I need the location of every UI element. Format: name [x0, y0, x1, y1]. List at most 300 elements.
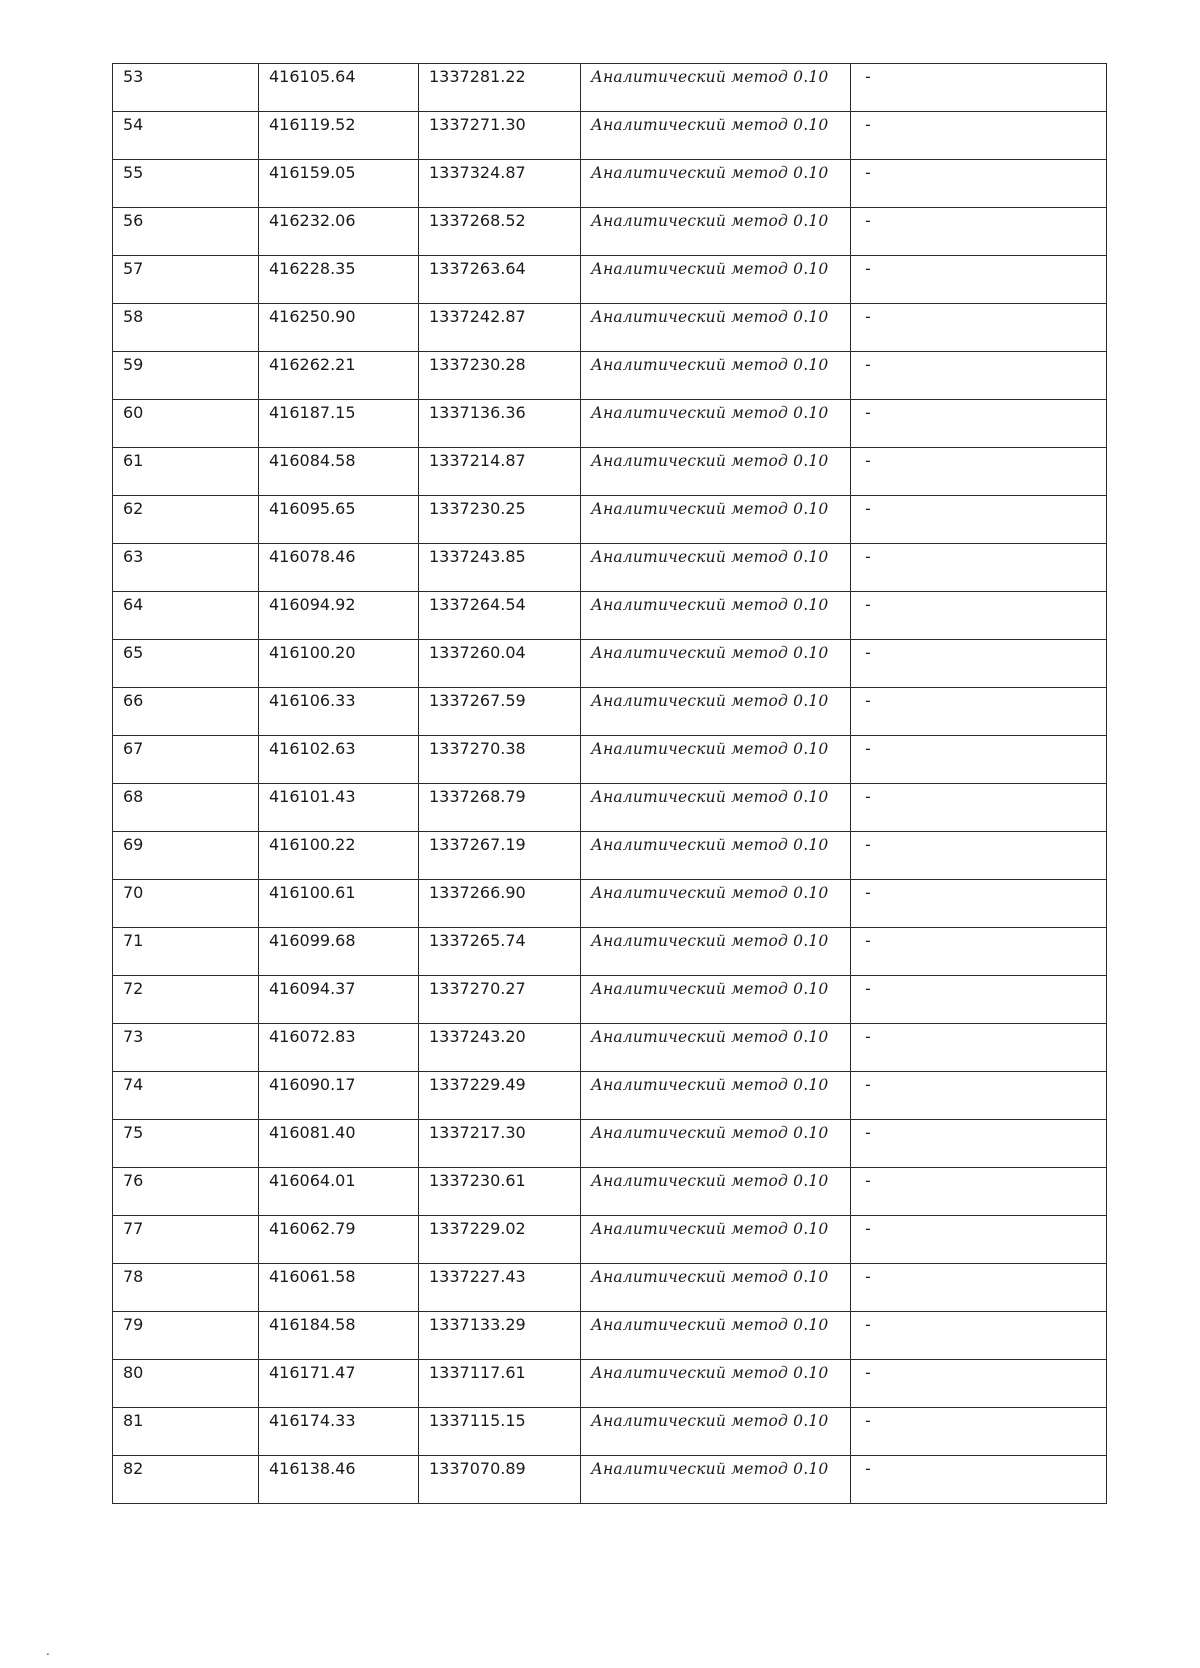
method-text: Аналитический метод 0.10 [591, 404, 829, 422]
y-coordinate-cell [419, 1360, 581, 1408]
y-coordinate-text: 1337070.89 [429, 1459, 526, 1478]
y-coordinate-text: 1337267.19 [429, 835, 526, 854]
point-number-cell [113, 880, 259, 928]
extra-text: - [865, 451, 871, 470]
table-row [113, 352, 1107, 400]
method-cell [581, 1360, 851, 1408]
y-coordinate-cell [419, 976, 581, 1024]
method-text: Аналитический метод 0.10 [591, 1028, 829, 1046]
method-text: Аналитический метод 0.10 [591, 836, 829, 854]
extra-text: - [865, 979, 871, 998]
method-cell [581, 448, 851, 496]
y-coordinate-cell [419, 112, 581, 160]
point-number-text: 59 [123, 355, 144, 374]
x-coordinate-cell [259, 64, 419, 112]
y-coordinate-text: 1337230.25 [429, 499, 526, 518]
y-coordinate-text: 1337264.54 [429, 595, 526, 614]
extra-text: - [865, 259, 871, 278]
x-coordinate-text: 416105.64 [269, 67, 356, 86]
extra-text: - [865, 787, 871, 806]
method-text: Аналитический метод 0.10 [591, 1460, 829, 1478]
extra-cell [851, 1072, 1107, 1120]
extra-text: - [865, 739, 871, 758]
table-row [113, 1168, 1107, 1216]
x-coordinate-text: 416084.58 [269, 451, 356, 470]
point-number-text: 64 [123, 595, 144, 614]
method-cell [581, 736, 851, 784]
y-coordinate-text: 1337242.87 [429, 307, 526, 326]
method-text: Аналитический метод 0.10 [591, 788, 829, 806]
table-row [113, 208, 1107, 256]
method-cell [581, 1408, 851, 1456]
point-number-cell [113, 112, 259, 160]
point-number-text: 56 [123, 211, 144, 230]
table-row [113, 832, 1107, 880]
table-row [113, 592, 1107, 640]
method-text: Аналитический метод 0.10 [591, 452, 829, 470]
point-number-text: 79 [123, 1315, 144, 1334]
x-coordinate-cell [259, 736, 419, 784]
extra-text: - [865, 403, 871, 422]
point-number-cell [113, 688, 259, 736]
method-cell [581, 1072, 851, 1120]
coordinates-table-body [113, 64, 1107, 1504]
extra-text: - [865, 835, 871, 854]
y-coordinate-cell [419, 160, 581, 208]
method-cell [581, 496, 851, 544]
extra-cell [851, 400, 1107, 448]
x-coordinate-text: 416262.21 [269, 355, 356, 374]
x-coordinate-cell [259, 1408, 419, 1456]
x-coordinate-cell [259, 256, 419, 304]
method-cell [581, 1168, 851, 1216]
point-number-text: 58 [123, 307, 144, 326]
extra-cell [851, 976, 1107, 1024]
x-coordinate-cell [259, 496, 419, 544]
method-text: Аналитический метод 0.10 [591, 1268, 829, 1286]
method-cell [581, 880, 851, 928]
table-row [113, 880, 1107, 928]
x-coordinate-text: 416101.43 [269, 787, 356, 806]
x-coordinate-text: 416062.79 [269, 1219, 356, 1238]
method-cell [581, 1216, 851, 1264]
table-row [113, 448, 1107, 496]
point-number-cell [113, 1120, 259, 1168]
y-coordinate-text: 1337270.38 [429, 739, 526, 758]
method-cell [581, 1312, 851, 1360]
x-coordinate-text: 416174.33 [269, 1411, 356, 1430]
extra-cell [851, 208, 1107, 256]
method-text: Аналитический метод 0.10 [591, 1172, 829, 1190]
y-coordinate-cell [419, 64, 581, 112]
method-cell [581, 208, 851, 256]
extra-text: - [865, 1027, 871, 1046]
table-row [113, 64, 1107, 112]
x-coordinate-text: 416102.63 [269, 739, 356, 758]
method-cell [581, 592, 851, 640]
method-cell [581, 640, 851, 688]
y-coordinate-text: 1337268.52 [429, 211, 526, 230]
point-number-cell [113, 1216, 259, 1264]
point-number-cell [113, 928, 259, 976]
y-coordinate-cell [419, 688, 581, 736]
extra-cell [851, 832, 1107, 880]
y-coordinate-text: 1337214.87 [429, 451, 526, 470]
y-coordinate-cell [419, 352, 581, 400]
table-row [113, 1456, 1107, 1504]
method-text: Аналитический метод 0.10 [591, 1412, 829, 1430]
y-coordinate-text: 1337267.59 [429, 691, 526, 710]
point-number-cell [113, 160, 259, 208]
x-coordinate-text: 416100.61 [269, 883, 356, 902]
method-cell [581, 1024, 851, 1072]
point-number-cell [113, 64, 259, 112]
extra-text: - [865, 1075, 871, 1094]
method-text: Аналитический метод 0.10 [591, 1076, 829, 1094]
y-coordinate-cell [419, 640, 581, 688]
y-coordinate-text: 1337217.30 [429, 1123, 526, 1142]
method-text: Аналитический метод 0.10 [591, 500, 829, 518]
x-coordinate-text: 416090.17 [269, 1075, 356, 1094]
extra-text: - [865, 547, 871, 566]
point-number-cell [113, 1264, 259, 1312]
extra-cell [851, 1456, 1107, 1504]
method-cell [581, 400, 851, 448]
method-text: Аналитический метод 0.10 [591, 980, 829, 998]
point-number-cell [113, 496, 259, 544]
x-coordinate-text: 416184.58 [269, 1315, 356, 1334]
extra-cell [851, 928, 1107, 976]
y-coordinate-cell [419, 736, 581, 784]
point-number-cell [113, 1360, 259, 1408]
x-coordinate-text: 416187.15 [269, 403, 356, 422]
y-coordinate-text: 1337117.61 [429, 1363, 526, 1382]
extra-text: - [865, 1363, 871, 1382]
x-coordinate-cell [259, 1360, 419, 1408]
method-text: Аналитический метод 0.10 [591, 596, 829, 614]
x-coordinate-cell [259, 928, 419, 976]
y-coordinate-cell [419, 1072, 581, 1120]
method-text: Аналитический метод 0.10 [591, 932, 829, 950]
point-number-text: 63 [123, 547, 144, 566]
table-row [113, 544, 1107, 592]
extra-cell [851, 496, 1107, 544]
method-cell [581, 832, 851, 880]
y-coordinate-cell [419, 784, 581, 832]
point-number-cell [113, 544, 259, 592]
method-text: Аналитический метод 0.10 [591, 644, 829, 662]
y-coordinate-cell [419, 1120, 581, 1168]
point-number-text: 73 [123, 1027, 144, 1046]
extra-text: - [865, 691, 871, 710]
y-coordinate-cell [419, 448, 581, 496]
x-coordinate-text: 416072.83 [269, 1027, 356, 1046]
x-coordinate-cell [259, 1072, 419, 1120]
method-cell [581, 64, 851, 112]
table-row [113, 1216, 1107, 1264]
extra-text: - [865, 1315, 871, 1334]
y-coordinate-cell [419, 1168, 581, 1216]
y-coordinate-cell [419, 1216, 581, 1264]
point-number-text: 74 [123, 1075, 144, 1094]
x-coordinate-text: 416095.65 [269, 499, 356, 518]
x-coordinate-text: 416106.33 [269, 691, 356, 710]
extra-cell [851, 352, 1107, 400]
extra-text: - [865, 1411, 871, 1430]
x-coordinate-cell [259, 160, 419, 208]
point-number-text: 76 [123, 1171, 144, 1190]
extra-cell [851, 1216, 1107, 1264]
point-number-cell [113, 592, 259, 640]
y-coordinate-text: 1337243.20 [429, 1027, 526, 1046]
point-number-text: 62 [123, 499, 144, 518]
table-row [113, 112, 1107, 160]
extra-text: - [865, 931, 871, 950]
point-number-text: 60 [123, 403, 144, 422]
y-coordinate-text: 1337229.49 [429, 1075, 526, 1094]
point-number-cell [113, 1072, 259, 1120]
x-coordinate-cell [259, 1456, 419, 1504]
y-coordinate-text: 1337265.74 [429, 931, 526, 950]
x-coordinate-text: 416081.40 [269, 1123, 356, 1142]
y-coordinate-text: 1337270.27 [429, 979, 526, 998]
method-cell [581, 928, 851, 976]
point-number-cell [113, 1024, 259, 1072]
point-number-text: 72 [123, 979, 144, 998]
method-cell [581, 304, 851, 352]
method-text: Аналитический метод 0.10 [591, 740, 829, 758]
method-cell [581, 1264, 851, 1312]
extra-cell [851, 640, 1107, 688]
method-cell [581, 1456, 851, 1504]
point-number-cell [113, 976, 259, 1024]
y-coordinate-cell [419, 256, 581, 304]
y-coordinate-cell [419, 304, 581, 352]
method-text: Аналитический метод 0.10 [591, 356, 829, 374]
y-coordinate-text: 1337136.36 [429, 403, 526, 422]
y-coordinate-cell [419, 592, 581, 640]
extra-cell [851, 64, 1107, 112]
extra-text: - [865, 883, 871, 902]
y-coordinate-text: 1337271.30 [429, 115, 526, 134]
extra-text: - [865, 643, 871, 662]
extra-cell [851, 784, 1107, 832]
x-coordinate-text: 416171.47 [269, 1363, 356, 1382]
extra-text: - [865, 163, 871, 182]
method-cell [581, 256, 851, 304]
x-coordinate-text: 416119.52 [269, 115, 356, 134]
x-coordinate-cell [259, 688, 419, 736]
extra-cell [851, 256, 1107, 304]
page-dot-mark: . [46, 1644, 50, 1658]
method-cell [581, 784, 851, 832]
y-coordinate-text: 1337260.04 [429, 643, 526, 662]
table-row [113, 1408, 1107, 1456]
table-row [113, 976, 1107, 1024]
point-number-text: 57 [123, 259, 144, 278]
y-coordinate-cell [419, 1456, 581, 1504]
point-number-text: 75 [123, 1123, 144, 1142]
x-coordinate-cell [259, 784, 419, 832]
y-coordinate-cell [419, 1024, 581, 1072]
method-text: Аналитический метод 0.10 [591, 1124, 829, 1142]
x-coordinate-text: 416228.35 [269, 259, 356, 278]
y-coordinate-text: 1337229.02 [429, 1219, 526, 1238]
extra-text: - [865, 1459, 871, 1478]
table-row [113, 928, 1107, 976]
coordinates-table [112, 63, 1107, 1504]
x-coordinate-cell [259, 640, 419, 688]
point-number-text: 66 [123, 691, 144, 710]
point-number-text: 82 [123, 1459, 144, 1478]
point-number-text: 70 [123, 883, 144, 902]
x-coordinate-cell [259, 400, 419, 448]
x-coordinate-text: 416094.92 [269, 595, 356, 614]
extra-cell [851, 1312, 1107, 1360]
x-coordinate-text: 416078.46 [269, 547, 356, 566]
point-number-text: 80 [123, 1363, 144, 1382]
y-coordinate-text: 1337227.43 [429, 1267, 526, 1286]
point-number-text: 67 [123, 739, 144, 758]
extra-text: - [865, 1123, 871, 1142]
extra-cell [851, 736, 1107, 784]
method-text: Аналитический метод 0.10 [591, 1364, 829, 1382]
point-number-cell [113, 1312, 259, 1360]
extra-text: - [865, 211, 871, 230]
extra-text: - [865, 499, 871, 518]
point-number-text: 55 [123, 163, 144, 182]
extra-text: - [865, 307, 871, 326]
x-coordinate-text: 416100.20 [269, 643, 356, 662]
point-number-cell [113, 400, 259, 448]
y-coordinate-cell [419, 928, 581, 976]
table-row [113, 1360, 1107, 1408]
x-coordinate-text: 416159.05 [269, 163, 356, 182]
x-coordinate-cell [259, 1024, 419, 1072]
extra-cell [851, 688, 1107, 736]
table-row [113, 1312, 1107, 1360]
point-number-cell [113, 1408, 259, 1456]
x-coordinate-cell [259, 1264, 419, 1312]
x-coordinate-cell [259, 976, 419, 1024]
x-coordinate-text: 416100.22 [269, 835, 356, 854]
x-coordinate-text: 416061.58 [269, 1267, 356, 1286]
y-coordinate-cell [419, 1312, 581, 1360]
table-row [113, 688, 1107, 736]
x-coordinate-cell [259, 832, 419, 880]
y-coordinate-text: 1337230.61 [429, 1171, 526, 1190]
extra-cell [851, 112, 1107, 160]
extra-cell [851, 1408, 1107, 1456]
y-coordinate-text: 1337263.64 [429, 259, 526, 278]
y-coordinate-cell [419, 400, 581, 448]
y-coordinate-text: 1337281.22 [429, 67, 526, 86]
table-row [113, 256, 1107, 304]
method-cell [581, 112, 851, 160]
table-row [113, 1072, 1107, 1120]
x-coordinate-text: 416232.06 [269, 211, 356, 230]
point-number-cell [113, 256, 259, 304]
method-text: Аналитический метод 0.10 [591, 116, 829, 134]
x-coordinate-cell [259, 304, 419, 352]
point-number-cell [113, 1168, 259, 1216]
table-row [113, 736, 1107, 784]
y-coordinate-text: 1337243.85 [429, 547, 526, 566]
point-number-text: 68 [123, 787, 144, 806]
method-text: Аналитический метод 0.10 [591, 260, 829, 278]
x-coordinate-text: 416094.37 [269, 979, 356, 998]
y-coordinate-text: 1337266.90 [429, 883, 526, 902]
point-number-text: 53 [123, 67, 144, 86]
x-coordinate-cell [259, 112, 419, 160]
method-cell [581, 688, 851, 736]
x-coordinate-text: 416064.01 [269, 1171, 356, 1190]
method-cell [581, 976, 851, 1024]
point-number-text: 78 [123, 1267, 144, 1286]
table-row [113, 1264, 1107, 1312]
y-coordinate-text: 1337268.79 [429, 787, 526, 806]
point-number-text: 54 [123, 115, 144, 134]
point-number-text: 61 [123, 451, 144, 470]
point-number-text: 71 [123, 931, 144, 950]
extra-text: - [865, 595, 871, 614]
y-coordinate-cell [419, 544, 581, 592]
table-row [113, 640, 1107, 688]
y-coordinate-text: 1337133.29 [429, 1315, 526, 1334]
y-coordinate-text: 1337230.28 [429, 355, 526, 374]
x-coordinate-cell [259, 208, 419, 256]
y-coordinate-text: 1337324.87 [429, 163, 526, 182]
y-coordinate-cell [419, 1408, 581, 1456]
method-cell [581, 1120, 851, 1168]
method-cell [581, 160, 851, 208]
y-coordinate-cell [419, 496, 581, 544]
point-number-cell [113, 304, 259, 352]
extra-text: - [865, 67, 871, 86]
extra-cell [851, 1168, 1107, 1216]
method-text: Аналитический метод 0.10 [591, 884, 829, 902]
method-text: Аналитический метод 0.10 [591, 68, 829, 86]
extra-text: - [865, 355, 871, 374]
extra-text: - [865, 1171, 871, 1190]
extra-cell [851, 1024, 1107, 1072]
extra-cell [851, 160, 1107, 208]
x-coordinate-cell [259, 880, 419, 928]
x-coordinate-text: 416099.68 [269, 931, 356, 950]
method-text: Аналитический метод 0.10 [591, 548, 829, 566]
point-number-cell [113, 736, 259, 784]
point-number-cell [113, 448, 259, 496]
x-coordinate-text: 416250.90 [269, 307, 356, 326]
extra-cell [851, 1360, 1107, 1408]
point-number-text: 69 [123, 835, 144, 854]
method-text: Аналитический метод 0.10 [591, 212, 829, 230]
point-number-text: 65 [123, 643, 144, 662]
x-coordinate-cell [259, 1312, 419, 1360]
y-coordinate-cell [419, 832, 581, 880]
x-coordinate-cell [259, 1120, 419, 1168]
extra-cell [851, 544, 1107, 592]
table-row [113, 496, 1107, 544]
point-number-cell [113, 784, 259, 832]
table-row [113, 160, 1107, 208]
point-number-text: 77 [123, 1219, 144, 1238]
extra-text: - [865, 115, 871, 134]
x-coordinate-cell [259, 352, 419, 400]
point-number-cell [113, 832, 259, 880]
extra-cell [851, 304, 1107, 352]
method-text: Аналитический метод 0.10 [591, 164, 829, 182]
